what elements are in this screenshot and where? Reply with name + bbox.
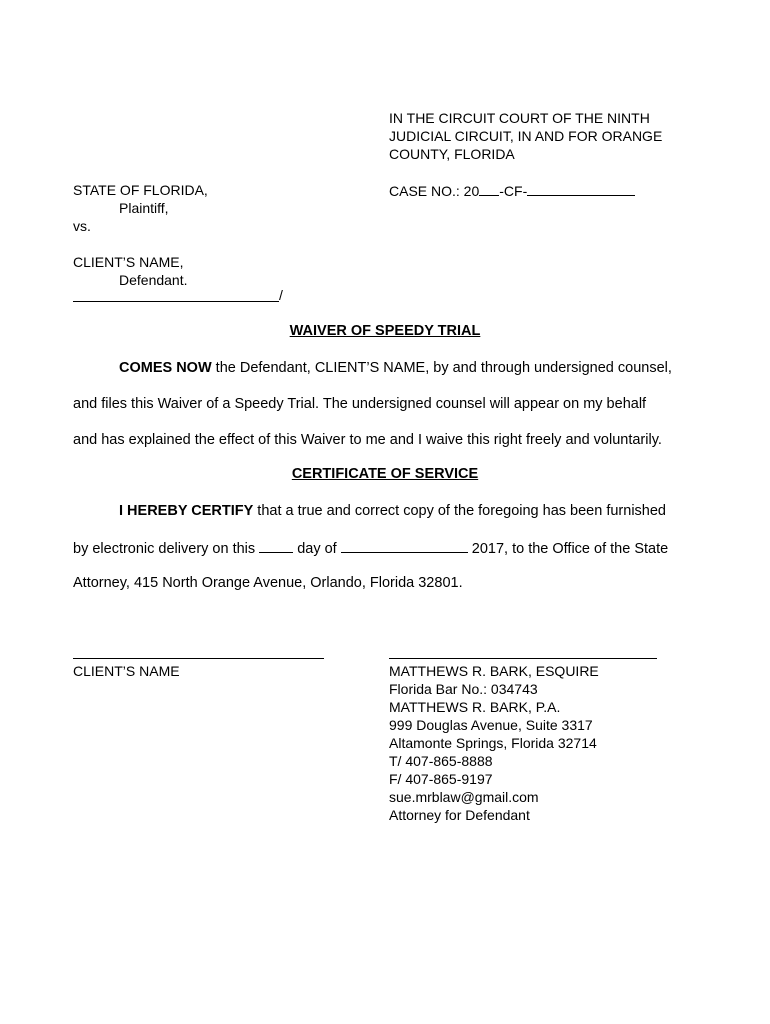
court-caption [389,109,698,163]
case-number-blank [527,181,635,196]
firm-email: sue.mrblaw@gmail.com [389,789,539,805]
bar-number: Florida Bar No.: 034743 [389,681,538,697]
client-signature-line [73,658,324,659]
plaintiff-label: Plaintiff, [119,200,169,216]
case-no-middle: -CF- [499,183,528,199]
caption-slash: / [279,287,283,303]
state-party: STATE OF FLORIDA, [73,182,208,198]
certificate-line [73,538,698,574]
parties-block [73,181,353,289]
firm-name: MATTHEWS R. BARK, P.A. [389,699,561,715]
certificate-line2-text [73,538,668,574]
waiver-line: and has explained the effect of this Waiver to me and I waive this right freely and voluntarily. [73,432,662,448]
case-year-blank [479,181,499,196]
waiver-paragraph [73,359,698,467]
waiver-line-text [119,359,672,395]
certificate-lead: I HEREBY CERTIFY [119,503,254,519]
court-caption-line: JUDICIAL CIRCUIT, IN AND FOR ORANGE [389,128,663,144]
attorney-name: MATTHEWS R. BARK, ESQUIRE [389,663,599,679]
attorney-signature-block [389,662,599,824]
certificate-paragraph [73,502,698,610]
court-caption-line: IN THE CIRCUIT COURT OF THE NINTH [389,110,650,126]
defendant-label: Defendant. [119,272,188,288]
client-signature-name: CLIENT’S NAME [73,663,180,679]
certificate-line2-c: 2017, to the Office of the State [467,541,669,557]
waiver-line [73,359,698,395]
day-blank [259,538,293,553]
court-caption-line: COUNTY, FLORIDA [389,146,515,162]
certificate-line1-rest: that a true and correct copy of the foregoing has been furnished [253,503,666,519]
caption-rule [73,301,279,302]
certificate-line [73,502,698,538]
case-no-label: CASE NO.: 20 [389,183,480,199]
case-number [389,181,635,200]
firm-fax: F/ 407-865-9197 [389,771,493,787]
client-party: CLIENT’S NAME, [73,254,184,270]
waiver-lead: COMES NOW [119,360,212,376]
waiver-line1-rest: the Defendant, CLIENT’S NAME, by and through undersigned counsel, [211,360,672,376]
firm-address-city: Altamonte Springs, Florida 32714 [389,735,597,751]
month-blank [341,538,468,553]
attorney-signature-line [389,658,657,659]
certificate-line-text [119,502,666,538]
attorney-role: Attorney for Defendant [389,807,530,823]
certificate-line2-b: day of [293,541,341,557]
certificate-line: Attorney, 415 North Orange Avenue, Orlando, Florida 32801. [73,575,463,591]
waiver-line: and files this Waiver of a Speedy Trial. The undersigned counsel will appear on my behalf [73,396,647,412]
certificate-line2-a: by electronic delivery on this [73,541,260,557]
firm-phone: T/ 407-865-8888 [389,753,493,769]
document-title: WAIVER OF SPEEDY TRIAL [289,323,481,339]
firm-address-street: 999 Douglas Avenue, Suite 3317 [389,717,593,733]
vs-label: vs. [73,218,91,234]
certificate-title: CERTIFICATE OF SERVICE [291,466,479,482]
